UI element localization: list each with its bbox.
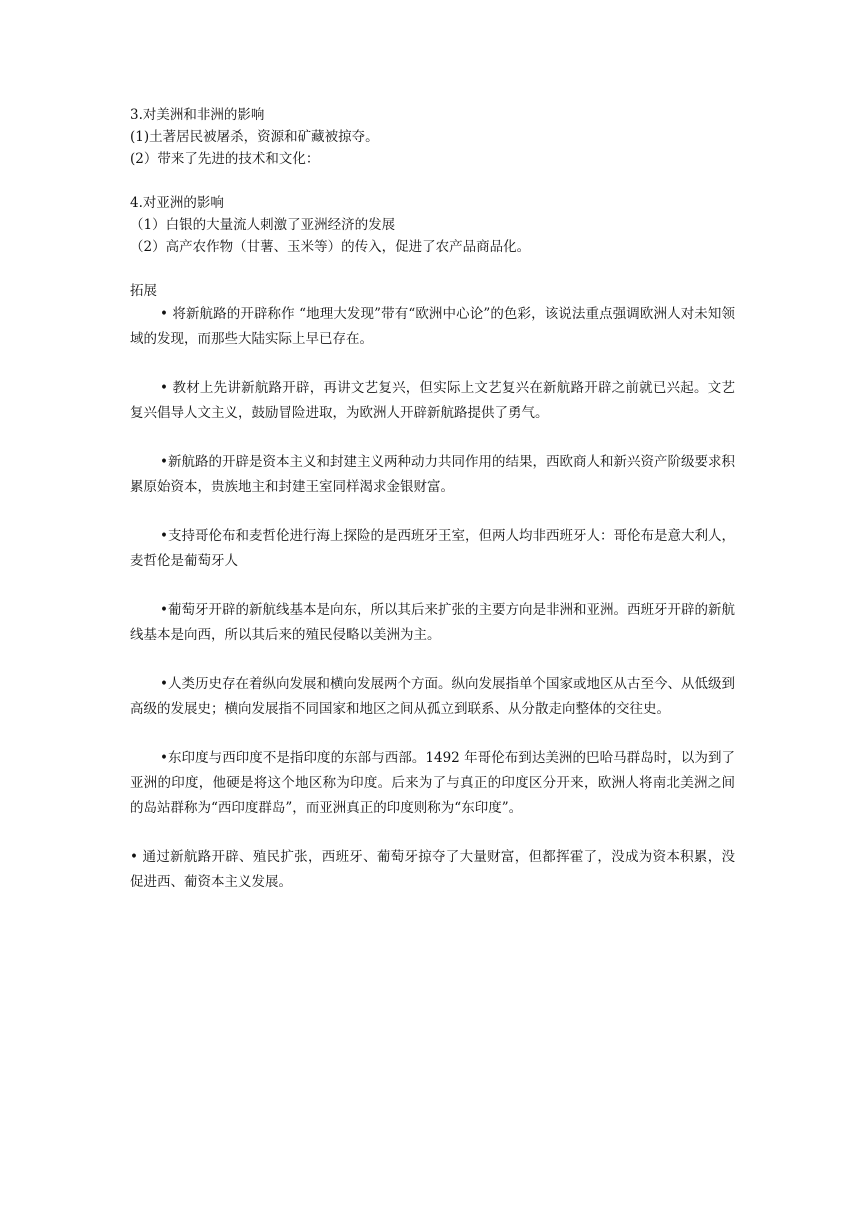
section-3-heading: 3.对美洲和非洲的影响 [130, 107, 265, 123]
extension-bullet-3: •新航路的开辟是资本主义和封建主义两种动力共同作用的结果，西欧商人和新兴资产阶级要求积累原始资本，贵族地主和封建王室同样渴求金银财富。 [130, 454, 735, 495]
document-body [130, 104, 735, 895]
section-4-item-2: （2）高产农作物（甘薯、玉米等）的传入，促进了农产品商品化。 [130, 239, 531, 255]
extension-bullet-6: •人类历史存在着纵向发展和横向发展两个方面。纵向发展指单个国家或地区从古至今、从低级到高级的发展史；横向发展指不同国家和地区之间从孤立到联系、从分散走向整体的交往史。 [130, 676, 735, 717]
spacer [130, 170, 735, 192]
section-4-item-1: （1）白银的大量流人刺激了亚洲经济的发展 [130, 217, 396, 233]
section-3-item-2: (2）带来了先进的技术和文化： [130, 151, 320, 167]
section-3-item-1: (1)土著居民被屠杀，资源和矿藏被掠夺。 [130, 129, 379, 145]
extension-bullet-4: •支持哥伦布和麦哲伦进行海上探险的是西班牙王室，但两人均非西班牙人：哥伦布是意大利人，麦哲伦是葡萄牙人 [130, 528, 735, 569]
extension-bullet-8: • 通过新航路开辟、殖民扩张，西班牙、葡萄牙掠夺了大量财富，但都挥霍了，没成为资本积累，没促进西、葡资本主义发展。 [130, 849, 735, 890]
spacer [130, 258, 735, 280]
extension-bullet-2: • 教材上先讲新航路开辟，再讲文艺复兴，但实际上文艺复兴在新航路开辟之前就已兴起。文艺复兴倡导人文主义，鼓励冒险进取，为欧洲人开辟新航路提供了勇气。 [130, 380, 735, 421]
extension-bullet-5: •葡萄牙开辟的新航线基本是向东，所以其后来扩张的主要方向是非洲和亚洲。西班牙开辟的新航线基本是向西，所以其后来的殖民侵略以美洲为主。 [130, 602, 735, 643]
extension-bullet-1: • 将新航路的开辟称作 “地理大发现”带有“欧洲中心论”的色彩，该说法重点强调欧洲人对未知领域的发现，而那些大陆实际上早已存在。 [130, 306, 735, 347]
section-4-heading: 4.对亚洲的影响 [130, 195, 224, 211]
extension-heading: 拓展 [130, 283, 157, 299]
extension-bullet-7: •东印度与西印度不是指印度的东部与西部。1492 年哥伦布到达美洲的巴哈马群岛时，以为到了亚洲的印度，他硬是将这个地区称为印度。后来为了与真正的印度区分开来，欧洲人将南北美洲之间的岛站群称为“西印度群岛”，而亚洲真正的印度则称为“东印度”。 [130, 750, 736, 816]
